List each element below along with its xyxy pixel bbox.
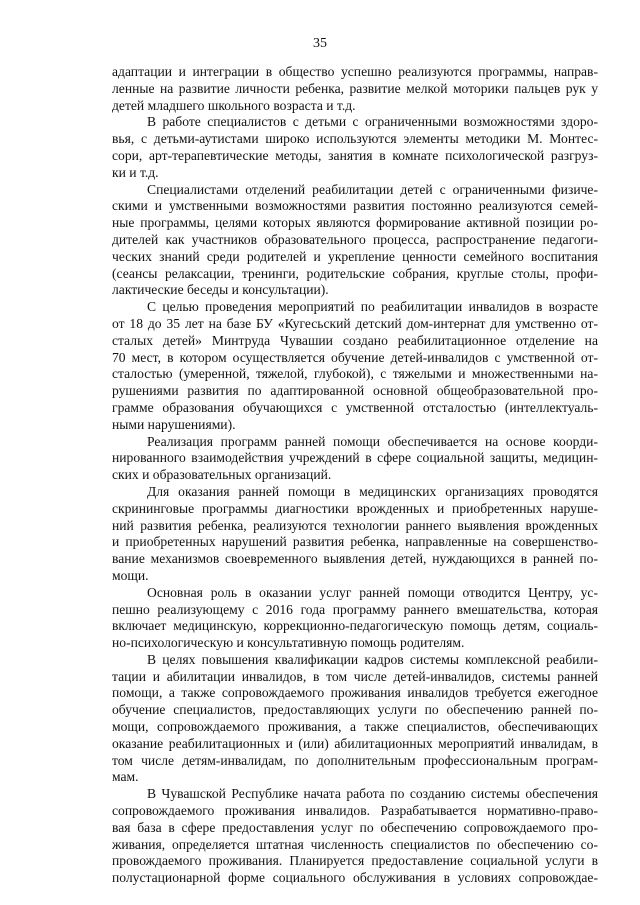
text-line: В Чувашской Республике начата работа по созданию системы обеспечения — [147, 786, 598, 802]
text-line: ний развития ребенка, реализуются технологии раннего выявления врожденных — [112, 517, 598, 533]
text-line: полустационарной форме социального обслуживания в условиях сопровождае- — [112, 870, 598, 886]
text-line: Для оказания ранней помощи в медицинских организациях проводятся — [147, 483, 598, 499]
text-line: Специалистами отделений реабилитации детей с ограниченными физиче- — [147, 181, 598, 197]
text-line: дителей как участников образовательного процесса, распространение педагоги- — [112, 231, 598, 247]
text-line: 70 мест, в котором осуществляется обучение детей-инвалидов с умственной от- — [112, 349, 598, 365]
paragraph — [112, 652, 598, 786]
text-line: провождаемого проживания. Планируется предоставление социальной услуги в — [112, 853, 598, 869]
text-line: Реализация программ ранней помощи обеспечивается на основе коорди- — [147, 433, 598, 449]
text-line: обучение специалистов, предоставляющих услуги по обеспечению ранней по- — [112, 702, 598, 718]
text-line: тации и абилитации инвалидов, в том числе детей-инвалидов, системы ранней — [112, 668, 598, 684]
text-line: ные программы, целями которых являются формирование активной позиции ро- — [112, 215, 598, 231]
text-line: сори, арт-терапевтические методы, занятия в комнате психологической разгруз- — [112, 147, 598, 163]
text-line: (сеансы релаксации, тренинги, родительские собрания, круглые столы, профи- — [112, 265, 598, 281]
text-line: ленные на развитие личности ребенка, развитие мелкой моторики пальцев рук у — [112, 80, 598, 96]
text-line: сталостью (умеренной, тяжелой, глубокой), с тяжелыми и множественными на- — [112, 366, 598, 382]
paragraph — [112, 182, 598, 300]
text-line: живания, определяется штатная численность специалистов по обеспечению со- — [112, 836, 598, 852]
text-line: но-психологическую и консультативную помощь родителям. — [112, 635, 465, 651]
paragraph — [112, 484, 598, 585]
paragraph — [112, 786, 598, 887]
text-line: мам. — [112, 769, 139, 785]
text-line: мощи, сопровождаемого проживания, а также специалистов, обеспечивающих — [112, 719, 598, 735]
text-line: В работе специалистов с детьми с ограниченными возможностями здоро- — [147, 114, 598, 130]
text-line: скрининговые программы диагностики врожденных и приобретенных наруше- — [112, 500, 598, 516]
text-line: оказание реабилитационных и (или) абилитационных мероприятий инвалидам, в — [112, 735, 598, 751]
text-line: В целях повышения квалификации кадров системы комплексной реабили- — [147, 651, 598, 667]
paragraph — [112, 434, 598, 484]
text-line: вья, с детьми-аутистами широко используются элементы методики М. Монтес- — [112, 131, 598, 147]
paragraph — [112, 585, 598, 652]
text-line: и приобретенных нарушений развития ребенка, направленные на совершенство- — [112, 534, 598, 550]
page-number: 35 — [313, 36, 327, 51]
text-line: ческих знаний среди родителей и укрепление ценности семейного воспитания — [112, 248, 598, 264]
text-line: вание механизмов своевременного выявления детей, нуждающихся в ранней по- — [112, 551, 598, 567]
text-line: детей младшего школьного возраста и т.д. — [112, 97, 356, 113]
paragraph — [112, 299, 598, 433]
text-line: ки и т.д. — [112, 164, 159, 180]
text-line: вая база в сфере предоставления услуг по обеспечению сопровождаемого про- — [112, 819, 598, 835]
document-body — [112, 64, 598, 887]
text-line: С целью проведения мероприятий по реабилитации инвалидов в возрасте — [147, 299, 598, 315]
text-line: от 18 до 35 лет на базе БУ «Кугесьский детский дом-интернат для умственно от- — [112, 315, 598, 331]
text-line: адаптации и интеграции в общество успешно реализуются программы, направ- — [112, 64, 598, 79]
text-line: помощи, а также сопровождаемого проживания инвалидов требуется ежегодное — [112, 685, 598, 701]
text-line: грамме образования обучающихся с умственной отсталостью (интеллектуаль- — [112, 399, 598, 415]
text-line: пешно реализующему с 2016 года программу раннего вмешательства, которая — [112, 601, 598, 617]
text-line: включает медицинскую, коррекционно-педагогическую помощь детям, социаль- — [112, 618, 598, 634]
text-line: лактические беседы и консультации). — [112, 282, 329, 298]
text-line: мощи. — [112, 567, 149, 583]
paragraph — [112, 114, 598, 181]
text-line: скими и умственными возможностями развития постоянно реализуются семей- — [112, 198, 598, 214]
text-line: Основная роль в оказании услуг ранней помощи отводится Центру, ус- — [147, 584, 598, 600]
text-line: нированного взаимодействия учреждений в сфере социальной защиты, медицин- — [112, 450, 598, 466]
text-line: сталых детей» Минтруда Чувашии создано реабилитационное отделение на — [112, 332, 598, 348]
paragraph — [112, 64, 598, 114]
text-line: ских и образовательных организаций. — [112, 467, 332, 483]
text-line: ными нарушениями). — [112, 416, 236, 432]
text-line: сопровождаемого проживания инвалидов. Разрабатывается нормативно-право- — [112, 803, 598, 819]
text-line: том числе детям-инвалидам, по дополнительным профессиональным програм- — [112, 752, 598, 768]
text-line: рушениями развития по адаптированной основной общеобразовательной про- — [112, 383, 598, 399]
